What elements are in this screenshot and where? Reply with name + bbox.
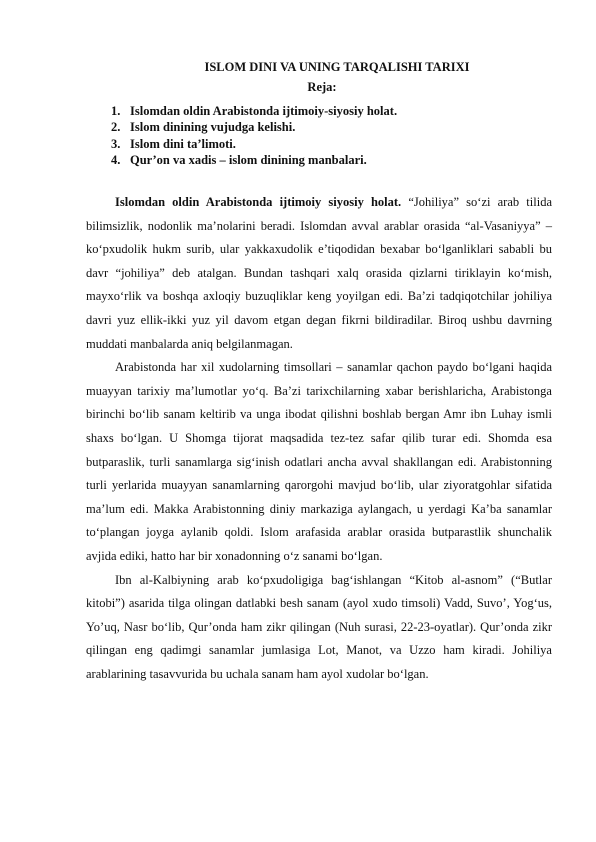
plan-item bbox=[111, 119, 397, 135]
plan-item-text: Islom dini ta’limoti. bbox=[130, 136, 236, 151]
plan-list bbox=[111, 103, 397, 169]
plan-item bbox=[111, 103, 397, 119]
plan-item-text: Islom dinining vujudga kelishi. bbox=[130, 120, 296, 135]
plan-item-text: Islomdan oldin Arabistonda ijtimoiy-siyosiy holat. bbox=[130, 104, 398, 118]
document-body bbox=[86, 191, 552, 686]
paragraph-text: “Johiliya” so‘zi arab tilida bilimsizlik, nodonlik ma’nolarini beradi. Islomdan avval arablar orasida “al-Vasaniyya” – ko‘pxudolik hukm surib, ular yakkaxudolik e’tiqodidan bexabar bo‘lganliklari sababli bu davr “johiliya” deb atalgan. Bundan tashqari xalq orasida qizlarni tiriklayin ko‘mish, mayxo‘rlik va boshqa axloqiy buzuqliklar keng yoyilgan edi. Ba’zi tadqiqotchilar johiliya davri yuz ellik-ikki yuz yil davom etgan degan fikrni bildiradilar. Biroq ushbu davrning muddati manbalarda aniq belgilanmagan. bbox=[86, 195, 552, 351]
paragraph-lead-heading: Islomdan oldin Arabistonda ijtimoiy siyosiy holat. bbox=[115, 195, 402, 209]
plan-item bbox=[111, 136, 397, 152]
body-paragraph bbox=[86, 569, 552, 687]
plan-item bbox=[111, 152, 397, 168]
body-paragraph bbox=[86, 191, 552, 356]
plan-item-number: 3. bbox=[111, 136, 121, 151]
body-paragraph bbox=[86, 356, 552, 568]
plan-item-number: 4. bbox=[111, 153, 121, 168]
paragraph-text: Ibn al-Kalbiyning arab ko‘pxudoligiga bag‘ishlangan “Kitob al-asnom” (“Butlar kitobi”) asarida tilga olingan datlabki besh sanam (ayol xudo timsoli) Vadd, Suvo’, Yog‘us, Yo’uq, Nasr bo‘lib, Qur’onda ham zikr qilingan (Nuh surasi, 22-23-oyatlar). Qur’onda zikr qilingan eng qadimgi sanamlar jumlasiga Lot, Manot, va Uzzo ham kiradi. Johiliya arablarining tasavvurida bu uchala sanam ham ayol xudolar bo‘lgan. bbox=[86, 572, 552, 681]
plan-item-number: 1. bbox=[111, 104, 121, 118]
document-title: ISLOM DINI VA UNING TARQALISHI TARIXI bbox=[204, 60, 470, 74]
plan-heading: Reja: bbox=[307, 80, 337, 94]
paragraph-text: Arabistonda har xil xudolarning timsollari – sanamlar qachon paydo bo‘lgani haqida muayyan tarixiy ma’lumotlar yo‘q. Ba’zi tarixchilarning xabar berishlaricha, Arabistonga birinchi bo‘lib sanam keltirib va unga ibodat qilishni boshlab bergan Amr ibn Luhay ismli shaxs bo‘lgan. U Shomga tijorat maqsadida tez-tez safar qilib turar edi. Shomda esa butparaslik, turli sanamlarga sig‘inish odatlari ancha avval shakllangan edi. Arabistonning turli yerlarida muayyan sanamlarning qarorgohi mavjud bo‘lib, ular ziyoratgohlar sifatida ma’lum edi. Makka Arabistonning diniy markaziga aylangach, u yerdagi Ka’ba sanamlar to‘plangan joyga aylanib qoldi. Islom arafasida arablar orasida butparastlik shunchalik avjida ediki, hatto har bir xonadonning o‘z sanami bo‘lgan. bbox=[86, 360, 552, 563]
plan-item-text: Qur’on va xadis – islom dinining manbalari. bbox=[130, 153, 367, 168]
plan-item-number: 2. bbox=[111, 120, 121, 135]
